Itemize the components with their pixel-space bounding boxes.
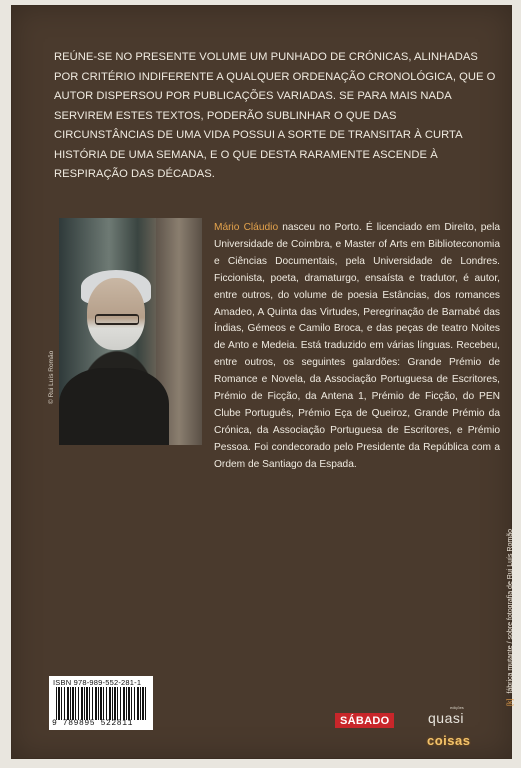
author-bio	[214, 220, 500, 474]
photo-credit: © Rui Luís Romão	[48, 350, 55, 404]
author-bio-text: nasceu no Porto. É licenciado em Direito, pela Universidade de Coimbra, e Master of Arts em Biblioteconomia e Ciências Documentais, pela Universidade de Londres. Ficcionista, poeta, dramaturgo, ensaísta e tradutor, é autor, entre outros, do volume de poesia Estâncias, dos romances Amadeo, A Quinta das Virtudes, Peregrinação de Barnabé das Índias, Gémeos e Camilo Broca, e das peças de teatro Noites de Anto e Medeia. Está traduzido em várias línguas. Recebeu, entre outros, os seguintes galardões: Grande Prémio de Romance e Novela, da Associação Portuguesa de Escritores, Prémio de Ficção, da Antena 1, Prémio de Ficção, do PEN Clube Português, Prémio Eça de Queiroz, Grande Prémio da Crónica, da Associação Portuguesa de Escritores, e Prémio Pessoa. Foi condecorado pelo Presidente da República com a Ordem de Santiago da Espada.	[214, 222, 500, 470]
author-glasses	[95, 314, 139, 325]
credit-prefix: [k]	[507, 698, 514, 706]
author-photo	[59, 218, 202, 445]
author-body	[59, 368, 169, 445]
cover-design-credit	[507, 529, 514, 706]
blurb-text: REÚNE-SE NO PRESENTE VOLUME UM PUNHADO DE CRÓNICAS, ALINHADAS POR CRITÉRIO INDIFERENTE A QUALQUER ORDENAÇÃO CRONOLÓGICA, QUE O AUTOR DISPERSOU POR PUBLICAÇÕES VARIADAS. SE PARA MAIS NADA SERVIREM ESTES TEXTOS, PODERÃO SUBLINHAR O QUE DAS CIRCUNSTÂNCIAS DE UMA VIDA POSSUI A SORTE DE TRANSITAR À CURTA HISTÓRIA DE UMA SEMANA, E O QUE DESTA RARAMENTE ASCENDE À RESPIRAÇÃO DAS DÉCADAS.	[54, 51, 496, 180]
author-name: Mário Cláudio	[214, 222, 279, 233]
barcode-bars	[56, 687, 148, 720]
coisas-logo: coisas	[427, 733, 471, 748]
sabado-logo: SÁBADO	[335, 713, 394, 728]
quasi-small-text: edições	[450, 705, 464, 710]
credit-text: fábrica mutante / sobre fotografia de Rui Luís Romão	[507, 529, 514, 694]
barcode	[49, 676, 153, 730]
back-cover	[12, 6, 514, 758]
barcode-number: 9 789895 522811	[52, 719, 134, 728]
isbn-label: ISBN 978-989-552-281-1	[53, 678, 142, 687]
quasi-logo: quasi	[428, 710, 464, 726]
